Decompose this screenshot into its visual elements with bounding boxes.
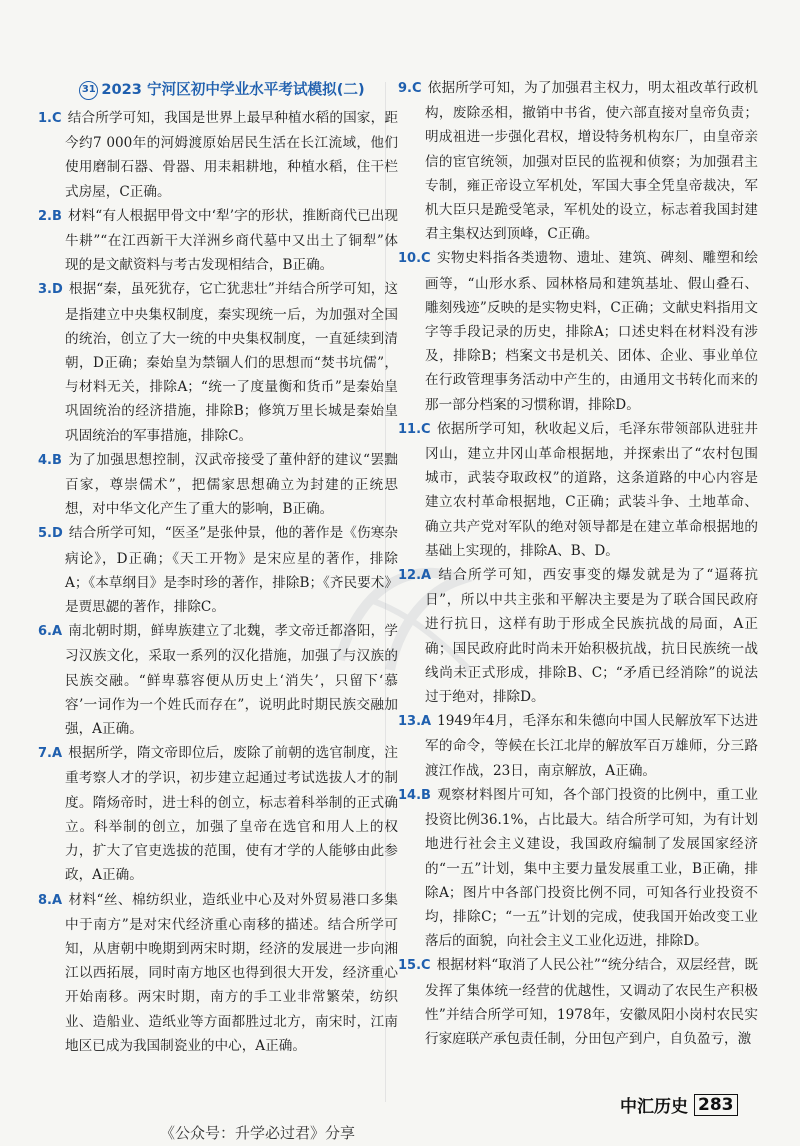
right-column xyxy=(398,76,758,1051)
answer-list-right xyxy=(398,76,758,1051)
page-number: 283 xyxy=(694,1094,738,1116)
answer-item xyxy=(38,448,398,522)
answer-number: 9.C xyxy=(398,81,422,96)
answer-number: 7.A xyxy=(38,746,63,762)
answer-item xyxy=(38,619,398,741)
answer-number: 4.B xyxy=(38,452,62,468)
answer-number: 8.A xyxy=(38,892,63,908)
answer-number: 1.C xyxy=(38,111,62,126)
paper-number-badge: 31 xyxy=(79,81,98,100)
answer-explanation: 材料“丝、棉纺织业，造纸业中心及对外贸易港口多集中于南方”是对宋代经济重心南移的描述。结合所学可知，从唐朝中晚期到两宋时期，经济的发展进一步向湘江以西拓展，同时南方地区也得到很大开发，经济重心开始南移。两宋时期，南方的手工业非常繁荣，纺织业、造船业、造纸业等方面都胜过北方，南宋时，江南地区已成为我国制瓷业的中心，A正确。 xyxy=(65,891,398,1054)
share-note: 《公众号：升学必过君》分享 xyxy=(160,1124,356,1142)
answer-explanation: 观察材料图片可知，各个部门投资的比例中，重工业投资比例36.1%，占比最大。结合所学可知，为有计划地进行社会主义建设，我国政府编制了发展国家经济的“一五”计划，集中主要力量发展重工业，B正确，排除A；图片中各部门投资比例不同，可知各行业投资不均，排除C；“一五”计划的完成，使我国开始改变工业落后的面貌，向社会主义工业化迈进，排除D。 xyxy=(425,786,758,950)
page-title xyxy=(46,76,398,104)
answer-number: 12.A xyxy=(398,568,432,584)
answer-number: 3.D xyxy=(38,282,63,298)
answer-explanation: 为了加强思想控制，汉武帝接受了董仲舒的建议“罢黜百家，尊崇儒术”，把儒家思想确立为封建的正统思想，对中华文化产生了重大的影响，B正确。 xyxy=(65,451,398,518)
answer-item xyxy=(398,246,758,416)
answer-explanation: 南北朝时期，鲜卑族建立了北魏，孝文帝迁都洛阳，学习汉族文化，采取一系列的汉化措施，加强了与汉族的民族交融。“鲜卑慕容便从历史上‘消失’，只留下‘慕容’一词作为一个姓氏而存在”，说明此时期民族交融加强，A正确。 xyxy=(65,623,398,738)
brand-name: 中汇历史 xyxy=(620,1097,688,1117)
answer-explanation: 根据“秦，虽死犹存，它亡犹悲壮”并结合所学可知，这是指建立中央集权制度，秦实现统一后，为加强对全国的统治，创立了大一统的中央集权制度，一直延续到清朝，D正确；秦始皇为禁锢人们的思想而“焚书坑儒”，与材料无关，排除A；“统一了度量衡和货币”是秦始皇巩固统治的经济措施，排除B；修筑万里长城是秦始皇巩固统治的军事措施，排除C。 xyxy=(65,281,398,444)
answer-item xyxy=(38,204,398,278)
answer-number: 5.D xyxy=(38,526,63,542)
paper-title: 2023 宁河区初中学业水平考试模拟(二) xyxy=(101,80,365,98)
answer-item xyxy=(398,417,758,563)
answer-explanation: 材料“有人根据甲骨文中‘犁’字的形状，推断商代已出现牛耕”“在江西新干大洋洲乡商代墓中又出土了铜犁”体现的是文献资料与考古发现相结合，B正确。 xyxy=(65,207,398,274)
answer-item xyxy=(38,521,398,619)
answer-explanation: 根据所学，隋文帝即位后，废除了前朝的选官制度，注重考察人才的学识，初步建立起通过考试选拔人才的制度。隋炀帝时，进士科的创立，标志着科举制的正式确立。科举制的创立，加强了皇帝在选官和用人上的权力，扩大了官吏选拔的范围，使有才学的人能够由此参政，A正确。 xyxy=(65,745,398,884)
answer-number: 11.C xyxy=(398,421,431,437)
answer-item xyxy=(398,563,758,709)
answer-number: 6.A xyxy=(38,624,63,640)
answer-explanation: 1949年4月，毛泽东和朱德向中国人民解放军下达进军的命令，等候在长江北岸的解放军百万雄师，分三路渡江作战，23日，南京解放，A正确。 xyxy=(425,713,758,779)
answer-number: 13.A xyxy=(398,714,432,730)
answer-item xyxy=(38,888,398,1058)
answer-item xyxy=(38,741,398,887)
answer-list-left xyxy=(38,106,398,1058)
answer-item xyxy=(38,277,398,447)
left-column xyxy=(38,76,398,1058)
answer-number: 14.B xyxy=(398,787,431,803)
answer-explanation: 根据材料“取消了人民公社”“统分结合，双层经营，既发挥了集体统一经营的优越性，又调动了农民生产积极性”并结合所学可知，1978年，安徽凤阳小岗村农民实行家庭联产承包责任制，分田包产到户，自负盈亏，激 xyxy=(425,957,758,1047)
answer-explanation: 实物史料指各类遗物、遗址、建筑、碑刻、雕塑和绘画等，“山形水系、园林格局和建筑基址、假山叠石、雕刻残迹”反映的是实物史料，C正确；文献史料指用文字等手段记录的历史，排除A；口述史料在材料没有涉及，排除B；档案文书是机关、团体、企业、事业单位在行政管理事务活动中产生的，由通用文书转化而来的那一部分档案的习惯称谓，排除D。 xyxy=(425,250,758,413)
answer-item xyxy=(398,783,758,953)
answer-explanation: 结合所学可知，我国是世界上最早种植水稻的国家，距今约7 000年的河姆渡原始居民生活在长江流域，他们使用磨制石器、骨器、用耒耜耕地，种植水稻，住干栏式房屋，C正确。 xyxy=(65,110,398,200)
answer-item xyxy=(398,709,758,783)
answer-item xyxy=(38,106,398,204)
answer-explanation: 依据所学可知，为了加强君主权力，明太祖改革行政机构，废除丞相，撤销中书省，使六部直接对皇帝负责；明成祖进一步强化君权，增设特务机构东厂，由皇帝亲信的宦官统领，加强对臣民的监视和侦察；为加强君主专制，雍正帝设立军机处，军国大事全凭皇帝裁决，军机大臣只是跪受笔录，军机处的设立，标志着我国封建君主集权达到顶峰，C正确。 xyxy=(425,80,758,243)
answer-number: 10.C xyxy=(398,251,431,267)
footer-brand xyxy=(620,1092,738,1117)
answer-explanation: 结合所学可知，“医圣”是张仲景，他的著作是《伤寒杂病论》，D正确；《天工开物》是宋应星的著作，排除A；《本草纲目》是李时珍的著作，排除B；《齐民要术》是贾思勰的著作，排除C。 xyxy=(65,525,398,616)
answer-number: 2.B xyxy=(38,208,62,224)
answer-number: 15.C xyxy=(398,958,431,974)
answer-item xyxy=(398,76,758,246)
answer-explanation: 结合所学可知，西安事变的爆发就是为了“逼蒋抗日”，所以中共主张和平解决主要是为了联合国民政府进行抗日，这样有助于形成全民族抗战的局面，A正确；国民政府此时尚未开始积极抗战，抗日民族统一战线尚未正式形成，排除B、C；“矛盾已经消除”的说法过于绝对，排除D。 xyxy=(425,567,758,706)
answer-item xyxy=(398,953,758,1051)
answer-explanation: 依据所学可知，秋收起义后，毛泽东带领部队进驻井冈山，建立井冈山革命根据地，并探索出了“农村包围城市，武装夺取政权”的道路，这条道路的中心内容是建立农村革命根据地，C正确；武装斗争、土地革命、确立共产党对军队的绝对领导都是在建立革命根据地的基础上实现的，排除A、B、D。 xyxy=(425,420,758,559)
